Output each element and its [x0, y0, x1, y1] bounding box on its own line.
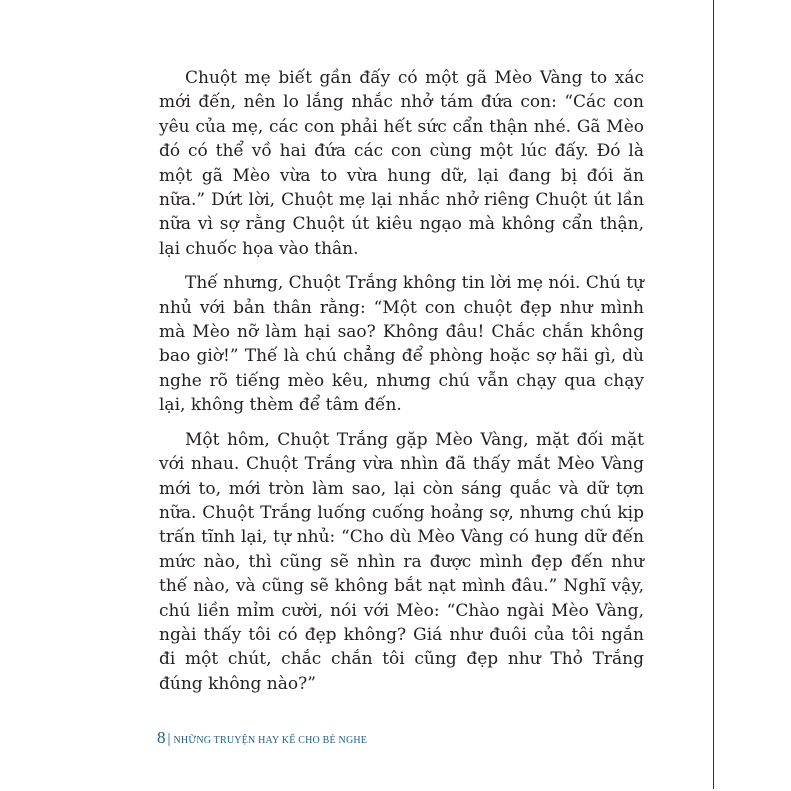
footer-separator: |	[167, 731, 171, 747]
paragraph-1: Chuột mẹ biết gần đấy có một gã Mèo Vàng to xác mới đến, nên lo lắng nhắc nhở tám đứa con: “Các con yêu của mẹ, các con phải hết sức cẩn thận nhé. Gã Mèo đó có thể vồ hai đứa các con cùng một lúc đấy. Đó là một gã Mèo vừa to vừa hung dữ, lại đang bị đói ăn nữa.” Dứt lời, Chuột mẹ lại nhắc nhở riêng Chuột út lần nữa vì sợ rằng Chuột út kiêu ngạo mà không cẩn thận, lại chuốc họa vào thân.	[159, 68, 644, 259]
paragraph-3: Một hôm, Chuột Trắng gặp Mèo Vàng, mặt đối mặt với nhau. Chuột Trắng vừa nhìn đã thấy mắt Mèo Vàng mới to, mới tròn làm sao, lại còn sáng quắc và dữ tợn nữa. Chuột Trắng luống cuống hoảng sợ, nhưng chú kịp trấn tĩnh lại, tự nhủ: “Cho dù Mèo Vàng có hung dữ đến mức nào, thì cũng sẽ nhìn ra được mình đẹp đến như thế nào, và cũng sẽ không bắt nạt mình đâu.” Nghĩ vậy, chú liền mỉm cười, nói với Mèo: “Chào ngài Mèo Vàng, ngài thấy tôi có đẹp không? Giá như đuôi của tôi ngắn đi một chút, chắc chắn tôi cũng đẹp như Thỏ Trắng đúng không nào?”	[159, 429, 644, 694]
story-text	[159, 66, 644, 696]
running-book-title: NHỮNG TRUYỆN HAY KỂ CHO BÉ NGHE	[173, 735, 368, 746]
page-number: 8	[157, 728, 166, 747]
page-footer	[157, 728, 367, 748]
paragraph-2: Thế nhưng, Chuột Trắng không tin lời mẹ nói. Chú tự nhủ với bản thân rằng: “Một con chuột đẹp như mình mà Mèo nỡ làm hại sao? Không đâu! Chắc chắn không bao giờ!” Thế là chú chẳng để phòng hoặc sợ hãi gì, dù nghe rõ tiếng mèo kêu, nhưng chú vẫn chạy qua chạy lại, không thèm để tâm đến.	[159, 273, 644, 416]
